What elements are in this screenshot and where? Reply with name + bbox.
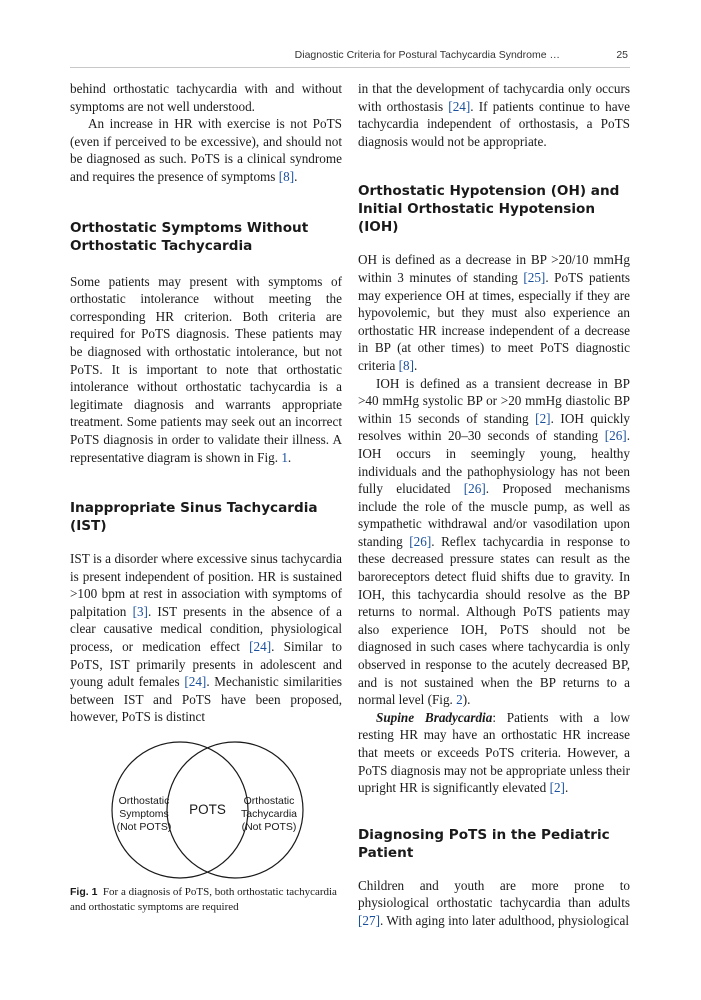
left-column xyxy=(70,80,342,726)
citation-link[interactable]: [24] xyxy=(249,639,272,655)
paragraph: An increase in HR with exercise is not PoTS (even if perceived to be excessive), and should not be diagnosed as such. PoTS is a clinical syndrome and requires the presence of symptoms [8]. xyxy=(70,116,342,184)
section-heading: Inappropriate Sinus Tachycardia (IST) xyxy=(70,500,318,535)
venn-right-label-2: Tachycardia xyxy=(240,808,298,820)
paragraph: in that the development of tachycardia only occurs with orthostasis [24]. If patients continue to have tachycardia independent of orthostasis, a PoTS diagnosis would not be appropriate. xyxy=(358,81,631,149)
paragraph: Children and youth are more prone to physiological orthostatic tachycardia than adults [27]. With aging into later adulthood, physiological xyxy=(358,877,630,928)
figure-caption xyxy=(70,885,345,914)
citation-link[interactable]: [8] xyxy=(398,357,415,373)
venn-left-label-3: (Not POTS) xyxy=(116,821,172,833)
section-heading: Orthostatic Hypotension (OH) and Initial Orthostatic Hypotension (IOH) xyxy=(358,183,620,236)
figure-link[interactable]: 2 xyxy=(456,692,463,708)
venn-diagram xyxy=(70,740,342,880)
paragraph: behind orthostatic tachycardia with and without symptoms are not well understood. xyxy=(70,81,342,114)
page-number: 25 xyxy=(616,49,628,61)
figure-link[interactable]: 1 xyxy=(281,449,288,465)
citation-link[interactable]: [2] xyxy=(535,410,551,426)
venn-left-label-2: Symptoms xyxy=(119,808,169,820)
running-head-title: Diagnostic Criteria for Postural Tachycardia Syndrome … xyxy=(294,49,560,61)
citation-link[interactable]: [24] xyxy=(448,98,471,114)
paragraph: Some patients may present with symptoms of orthostatic intolerance without meeting the corresponding HR criterion. Both criteria are required for PoTS diagnosis. These patients may be diagnosed with orthostatic intolerance, but not PoTS. It is important to note that orthostatic intolerance without orthostatic tachycardia is a legitimate diagnosis and warrants appropriate treatment. Some patients may seek out an incorrect PoTS diagnosis in order to validate their illness. A representative diagram is shown in Fig. 1. xyxy=(70,273,342,465)
venn-right-label-3: (Not POTS) xyxy=(241,821,297,833)
section-heading: Orthostatic Symptoms Without Orthostatic Tachycardia xyxy=(70,219,309,254)
citation-link[interactable]: [26] xyxy=(409,533,432,549)
citation-link[interactable]: [26] xyxy=(604,428,627,444)
citation-link[interactable]: [25] xyxy=(523,269,546,285)
citation-link[interactable]: [8] xyxy=(278,168,295,184)
paragraph: IOH is defined as a transient decrease in BP >40 mmHg systolic BP or >20 mmHg diastolic BP within 15 seconds of standing [2]. IOH quickly resolves within 20–30 seconds of standing [26]. IOH occurs in seemingly young, healthy individuals and the pathophysiology has not been fully elucidated [26]. Proposed mechanisms include the role of the muscle pump, as well as sympathetic withdrawal and/or vasodilation upon standing [26]. Reflex tachycardia in response to these decreased pressure states can result as the baroreceptors detect fluid shifts due to gravity. In IOH, this tachycardia should resolve as the BP returns to normal. Although PoTS patients may also experience IOH, PoTS should not be diagnosed in such cases where tachycardia is only observed in response to the acutely decreased BP, and is not sustained when the BP returns to a normal level (Fig. 2). xyxy=(358,375,630,708)
running-head xyxy=(70,47,630,68)
section-heading: Diagnosing PoTS in the Pediatric Patient xyxy=(358,826,610,861)
citation-link[interactable]: [26] xyxy=(463,481,486,497)
citation-link[interactable]: [27] xyxy=(358,912,380,928)
paragraph: IST is a disorder where excessive sinus tachycardia is present independent of position. HR is sustained >100 bpm at rest in association with symptoms of palpitation [3]. IST presents in the absence of a clear causative medical condition, physiological process, or medication effect [24]. Similar to PoTS, IST primarily presents in adolescent and young adult females [24]. Mechanistic similarities between IST and PoTS have been proposed, however, PoTS is distinct xyxy=(70,551,343,725)
venn-left-label-1: Orthostatic xyxy=(118,795,170,807)
right-column xyxy=(358,80,630,930)
venn-right-label-1: Orthostatic xyxy=(243,795,295,807)
citation-link[interactable]: [24] xyxy=(184,674,207,690)
run-in-term: Supine Bradycardia xyxy=(376,709,493,725)
citation-link[interactable]: [3] xyxy=(132,603,148,619)
figure-label: Fig. 1 xyxy=(70,886,98,898)
figure-caption-text: For a diagnosis of PoTS, both orthostatic tachycardia and orthostatic symptoms are required xyxy=(70,886,337,913)
citation-link[interactable]: [2] xyxy=(549,780,565,796)
paragraph: OH is defined as a decrease in BP >20/10 mmHg within 3 minutes of standing [25]. PoTS patients may experience OH at times, especially if they are hypovolemic, but they must also experience an orthostatic HR increase independent of a decrease in BP (at other times) to meet PoTS diagnostic criteria [8]. xyxy=(358,252,631,373)
venn-center-label: POTS xyxy=(189,802,226,817)
paragraph: Supine Bradycardia: Patients with a low resting HR may have an orthostatic HR increase that meets or exceeds PoTS criteria. However, a PoTS diagnosis may not be appropriate unless their upright HR is significantly elevated [2]. xyxy=(358,709,630,796)
